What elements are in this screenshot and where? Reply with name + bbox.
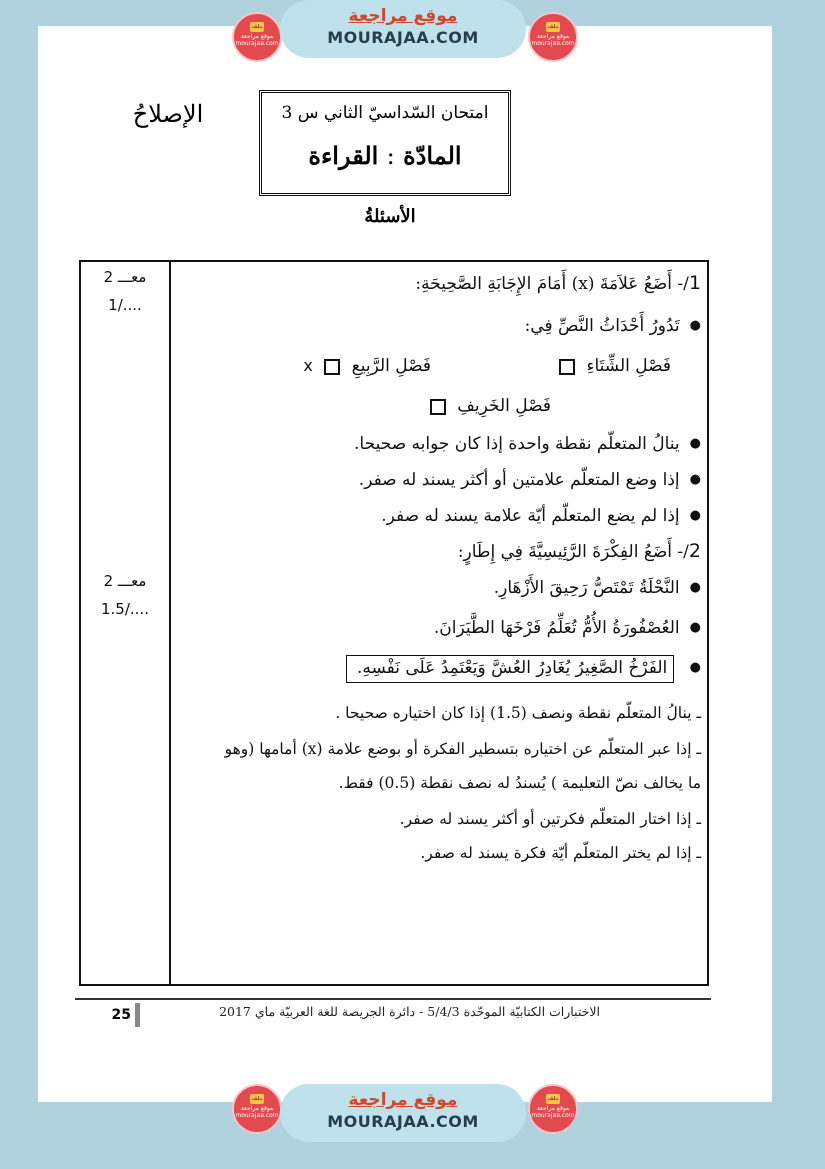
column-divider: [169, 262, 171, 984]
book-icon: ملف: [547, 24, 559, 30]
badge-site: mourajaa.com: [235, 39, 279, 47]
exam-line: امتحان السّداسيّ الثاني س 3: [281, 103, 489, 123]
correction-title: الإصلاحُ: [132, 100, 204, 128]
banner-english: MOURAJAA.COM: [327, 1112, 479, 1131]
q2-text: /- أَضَعُ الفِكْرَةَ الرَّئِيسِيَّةَ فِي إِطَارٍ:: [457, 542, 689, 562]
badge-site: mourajaa.com: [235, 1111, 279, 1119]
subject-line: [262, 141, 508, 170]
q2-option: ● العُصْفُورَةُ الأُمُّ تُعَلِّمُ فَرْخَهَا الطَّيَرَانَ.: [434, 618, 701, 638]
q2-note: ـ ينالُ المتعلّم نقطة ونصف (1.5) إذا كان اختياره صحيحا .: [335, 704, 701, 722]
footer-divider: [75, 998, 711, 1000]
selected-idea-frame: الفَرْخُ الصَّغِيرُ يُغَادِرُ العُشَّ وَيَعْتَمِدُ عَلَى نَفْسِهِ.: [346, 655, 674, 683]
book-icon: ملف: [251, 1096, 263, 1102]
subject-label: المادّة: [403, 141, 462, 170]
q1-rule: ● إذا لم يضع المتعلّم أيّة علامة يسند له صفر.: [381, 506, 701, 526]
badge-text: موقع مراجعة: [536, 1105, 570, 1112]
footer-caption: الاختبارات الكتابيّة الموحّدة 5/4/3 - دائرة الجريصة للغة العربيّة ماي 2017: [219, 1004, 600, 1019]
q1-rule: ● ينالُ المتعلّم نقطة واحدة إذا كان جوابه صحيحا.: [354, 434, 701, 454]
book-icon: ملف: [547, 1096, 559, 1102]
badge-text: موقع مراجعة: [240, 33, 274, 40]
option-label: فَصْلِ الرَّبِيعِ: [351, 356, 431, 376]
book-icon: ملف: [251, 24, 263, 30]
site-banner-top[interactable]: [280, 0, 526, 58]
checkbox-icon[interactable]: [324, 359, 340, 375]
q2-option: ● النَّحْلَةُ تَمْتَصُّ رَحِيقَ الأَزْهَارِ.: [494, 578, 701, 598]
score-value: 1.5/....: [101, 600, 149, 618]
check-mark: x: [303, 356, 313, 375]
q2-option-selected: [346, 658, 701, 678]
subject-name: القراءة: [308, 141, 379, 170]
q1-option-winter: [553, 356, 671, 376]
q1-option-autumn: [424, 396, 551, 416]
badge-text: موقع مراجعة: [536, 33, 570, 40]
page-number: 25: [80, 1003, 140, 1027]
banner-english: MOURAJAA.COM: [327, 28, 479, 47]
q1-option-spring: [303, 356, 431, 376]
site-logo-left-top[interactable]: [232, 12, 282, 62]
q2-note: ـ إذا اختار المتعلّم فكرتين أو أكثر يسند له صفر.: [399, 810, 701, 828]
score-q1: [81, 268, 169, 314]
answer-table: [79, 260, 709, 986]
questions-heading: الأسئلةُ: [364, 206, 416, 227]
option-label: فَصْلِ الشِّتَاءِ: [586, 356, 671, 376]
q2-note: ما يخالف نصّ التعليمة ) يُسندُ له نصف نقطة (0.5) فقط.: [338, 774, 701, 792]
site-logo-right-bottom[interactable]: [528, 1084, 578, 1134]
q1-number: 1: [688, 272, 701, 294]
option-label: فَصْلِ الخَرِيفِ: [457, 396, 551, 416]
banner-arabic: موقع مراجعة: [348, 1090, 458, 1110]
badge-text: موقع مراجعة: [240, 1105, 274, 1112]
q2-title: [458, 540, 701, 562]
checkbox-empty-icon[interactable]: [430, 399, 446, 415]
score-value: 1/....: [108, 296, 142, 314]
badge-site: mourajaa.com: [531, 39, 575, 47]
site-logo-right-top[interactable]: [528, 12, 578, 62]
q1-rule: ● إذا وضع المتعلّم علامتين أو أكثر يسند له صفر.: [359, 470, 701, 490]
q1-text: /- أَضَعُ عَلاَمَةَ (x) أَمَامَ الإِجَابَةِ الصَّحِيحَةِ:: [415, 274, 689, 294]
site-logo-left-bottom[interactable]: [232, 1084, 282, 1134]
exam-title-box: [259, 90, 511, 196]
criterion-label: معـــ 2: [103, 572, 147, 590]
checkbox-empty-icon[interactable]: [559, 359, 575, 375]
badge-site: mourajaa.com: [531, 1111, 575, 1119]
site-banner-bottom[interactable]: [280, 1084, 526, 1142]
subject-colon: :: [386, 142, 395, 170]
criterion-label: معـــ 2: [103, 268, 147, 286]
q2-note: ـ إذا لم يختر المتعلّم أيّة فكرة يسند له صفر.: [420, 844, 701, 862]
q2-number: 2: [688, 540, 701, 562]
q1-prompt: ● تَدُورُ أَحْدَاثُ النَّصِّ فِي:: [525, 316, 701, 336]
q2-note: ـ إذا عبر المتعلّم عن اختياره بتسطير الفكرة أو بوضع علامة (x) أمامها (وهو: [224, 740, 701, 758]
score-q2: [81, 572, 169, 618]
q1-title: [415, 272, 701, 294]
banner-arabic: موقع مراجعة: [348, 6, 458, 26]
